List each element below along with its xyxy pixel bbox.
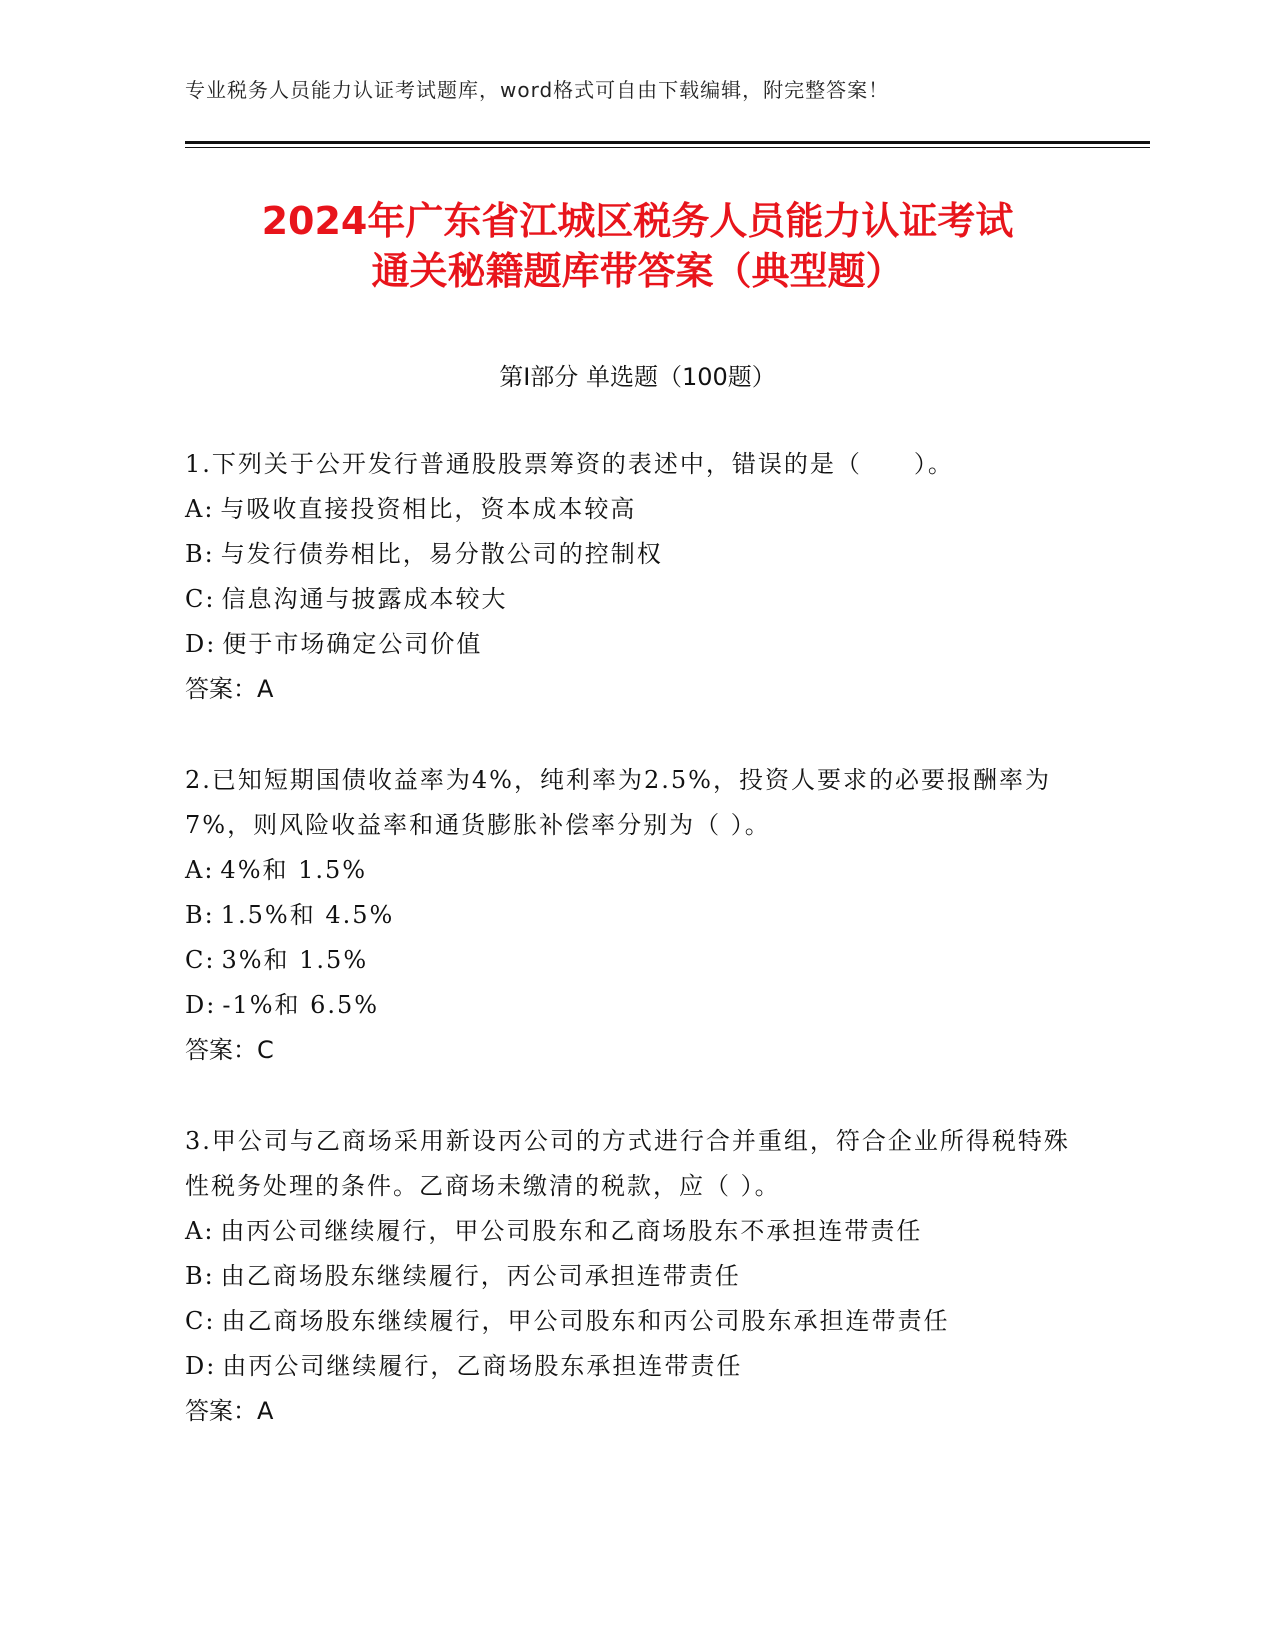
option-text: 与发行债券相比，易分散公司的控制权: [220, 540, 663, 568]
option-letter: A:: [185, 1217, 215, 1245]
option-text: 1.5%和 4.5%: [220, 901, 395, 929]
document-title-line-1: 2024年广东省江城区税务人员能力认证考试: [261, 199, 1014, 243]
header-note: 专业税务人员能力认证考试题库，word格式可自由下载编辑，附完整答案！: [185, 78, 890, 102]
question-2: [185, 758, 1085, 1073]
option-c: [185, 577, 1085, 622]
option-letter: D:: [185, 1352, 217, 1380]
option-letter: A:: [185, 495, 215, 523]
header-rule-thin: [185, 147, 1150, 148]
option-c: [185, 938, 1085, 983]
option-d: [185, 983, 1085, 1028]
option-a: [185, 1209, 1085, 1254]
option-c: [185, 1299, 1085, 1344]
option-letter: C:: [185, 946, 216, 974]
option-a: [185, 848, 1085, 893]
option-text: 3%和 1.5%: [221, 946, 369, 974]
document-title-line-2: 通关秘籍题库带答案（典型题）: [371, 249, 904, 293]
document-title: [150, 196, 1125, 296]
option-letter: B:: [185, 1262, 215, 1290]
option-text: 由丙公司继续履行，甲公司股东和乙商场股东不承担连带责任: [220, 1217, 923, 1245]
option-text: -1%和 6.5%: [222, 991, 380, 1019]
question-stem: 1.下列关于公开发行普通股股票筹资的表述中，错误的是（ ）。: [185, 450, 954, 478]
option-letter: D:: [185, 991, 217, 1019]
section-heading: 第Ⅰ部分 单选题（100题）: [499, 363, 776, 391]
option-text: 由乙商场股东继续履行，丙公司承担连带责任: [220, 1262, 741, 1290]
option-letter: B:: [185, 540, 215, 568]
answer-line: 答案：A: [185, 675, 274, 703]
question-stem: 2.已知短期国债收益率为4%，纯利率为2.5%，投资人要求的必要报酬率为7%，则风险收益率和通货膨胀补偿率分别为（ ）。: [185, 766, 1051, 839]
option-text: 4%和 1.5%: [220, 856, 368, 884]
header-rule-thick: [185, 141, 1150, 144]
option-letter: C:: [185, 1307, 216, 1335]
question-stem: 3.甲公司与乙商场采用新设丙公司的方式进行合并重组，符合企业所得税特殊性税务处理的条件。乙商场未缴清的税款，应（ ）。: [185, 1127, 1070, 1200]
question-list: [185, 442, 1085, 1480]
option-d: [185, 622, 1085, 667]
answer-line: 答案：A: [185, 1397, 274, 1425]
option-b: [185, 893, 1085, 938]
option-d: [185, 1344, 1085, 1389]
question-3: [185, 1119, 1085, 1434]
option-text: 便于市场确定公司价值: [222, 630, 483, 658]
option-text: 与吸收直接投资相比，资本成本较高: [220, 495, 637, 523]
option-text: 信息沟通与披露成本较大: [221, 585, 508, 613]
option-a: [185, 487, 1085, 532]
option-text: 由乙商场股东继续履行，甲公司股东和丙公司股东承担连带责任: [221, 1307, 950, 1335]
option-b: [185, 532, 1085, 577]
option-letter: B:: [185, 901, 215, 929]
option-text: 由丙公司继续履行，乙商场股东承担连带责任: [222, 1352, 743, 1380]
answer-line: 答案：C: [185, 1036, 274, 1064]
option-b: [185, 1254, 1085, 1299]
option-letter: D:: [185, 630, 217, 658]
option-letter: C:: [185, 585, 216, 613]
question-1: [185, 442, 1085, 712]
option-letter: A:: [185, 856, 215, 884]
